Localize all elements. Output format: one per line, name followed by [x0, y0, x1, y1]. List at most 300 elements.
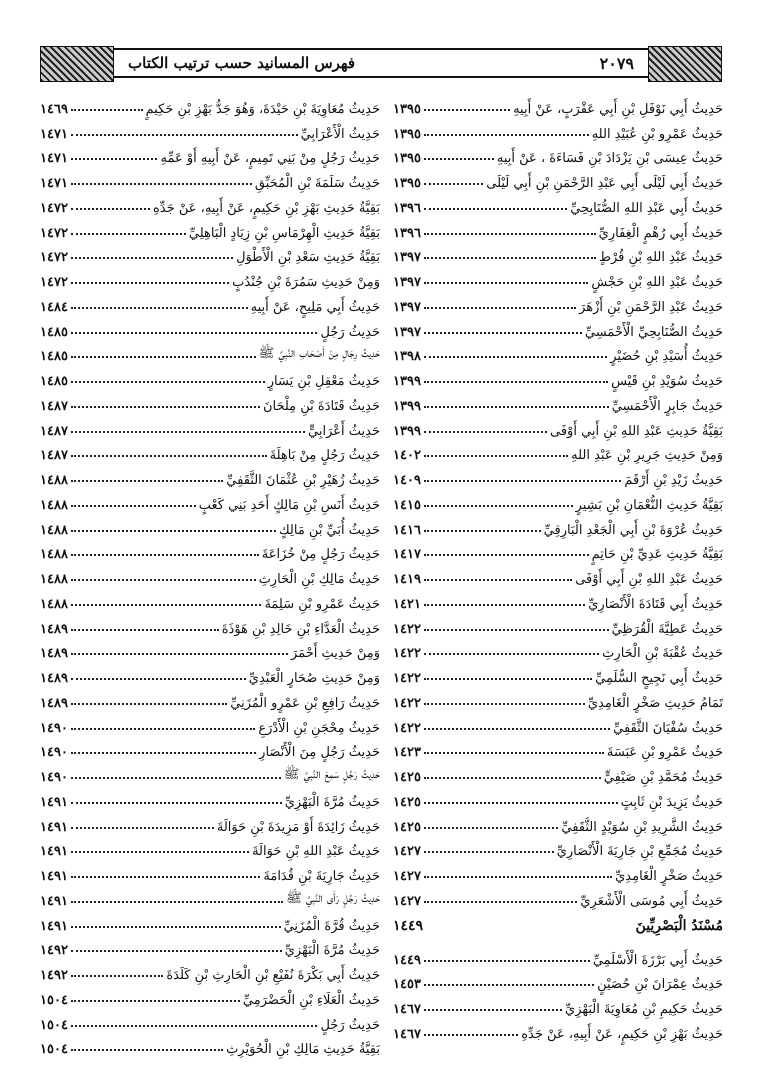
entry-title: حَدِيثُ الْأَعْرَابِيِّ	[300, 126, 380, 142]
entry-page-number: ١٤٩١	[40, 819, 68, 835]
leader-dots	[424, 802, 618, 804]
entry-title: بَقِيَّةُ حَدِيثِ عَبْدِ اللهِ بْنِ أَبِي أَوْفَى	[550, 423, 723, 439]
leader-dots	[71, 282, 229, 284]
entry-title: حَدِيثُ الصُّنَابِحِيِّ الْأَحْمَسِيِّ	[584, 324, 723, 340]
entry-page-number: ١٤٧٢	[40, 200, 68, 216]
leader-dots	[71, 208, 150, 210]
entry-title: حَدِيثُ مَعْقِلِ بْنِ يَسَارٍ	[267, 374, 380, 389]
entry-title: حَدِيثُ مِحْجَنِ بْنِ الْأَدْرَعِ	[258, 720, 380, 736]
index-entry	[40, 216, 380, 241]
entry-page-number: ١٤٧٢	[40, 225, 68, 241]
entry-title: حَدِيثُ الْعَلَاءِ بْنِ الْحَضْرَمِيِّ	[242, 992, 380, 1008]
leader-dots	[424, 554, 589, 556]
leader-dots	[71, 604, 262, 606]
index-entry	[393, 612, 723, 637]
entry-page-number: ١٤٨٧	[40, 448, 68, 464]
index-entry	[393, 463, 723, 488]
leader-dots	[424, 381, 608, 383]
entry-title: بَقِيَّةُ حَدِيثِ سَعْدِ بْنِ الْأَطْوَلِ	[236, 250, 380, 266]
index-entry	[40, 810, 380, 835]
leader-dots	[424, 960, 590, 962]
entry-page-number: ١٤٢٧	[393, 844, 421, 860]
entry-page-number: ١٤٨٧	[40, 398, 68, 414]
leader-dots	[424, 984, 594, 986]
entry-title: حَدِيثُ أَبِي عَبْدِ اللهِ الصُّنَابِحِيِّ	[570, 200, 723, 216]
entry-page-number: ١٤١٦	[393, 522, 421, 538]
leader-dots	[71, 381, 265, 383]
leader-dots	[424, 356, 607, 358]
leader-dots	[71, 356, 256, 358]
entry-page-number: ١٤٨٩	[40, 646, 68, 662]
index-entry	[393, 1017, 723, 1042]
entry-title: حَدِيثُ أُبَيِّ بْنِ مَالِكٍ	[278, 522, 380, 538]
entry-page-number: ١٣٩٩	[393, 423, 421, 439]
leader-dots	[71, 134, 298, 136]
leader-dots	[424, 208, 567, 210]
entry-title: حَدِيثُ يَزِيدَ بْنِ ثَابِتٍ	[620, 794, 723, 810]
entry-title: حَدِيثُ قُرَّةَ الْمُزَنِيِّ	[283, 918, 380, 934]
entry-page-number: ١٤٨٩	[40, 671, 68, 686]
entry-page-number: ١٤٢٥	[393, 794, 421, 810]
entry-page-number: ١٣٩٥	[393, 126, 421, 142]
entry-page-number: ١٣٩٥	[393, 151, 421, 167]
entry-page-number: ١٤٨٨	[40, 522, 68, 538]
index-entry	[393, 265, 723, 290]
index-entry	[393, 968, 723, 993]
leader-dots	[71, 926, 281, 928]
leader-dots	[424, 653, 599, 655]
leader-dots	[424, 332, 582, 334]
entry-page-number: ١٤٨٩	[40, 621, 68, 637]
page-number: ٢٠٧٩	[599, 53, 634, 73]
entry-title: حَدِيثُ عَبْدِ اللهِ بْنِ حَجْشٍ	[591, 275, 723, 290]
index-entry	[40, 1008, 380, 1033]
leader-dots	[424, 629, 609, 631]
leader-dots	[71, 851, 249, 853]
section-heading	[393, 909, 723, 943]
index-entry	[393, 785, 723, 810]
entry-page-number: ١٤٧٢	[40, 250, 68, 266]
entry-title: حَدِيثُ زُهَيْرِ بْنِ عُثْمَانَ الثَّقَفِيِّ	[226, 473, 380, 488]
index-entry	[393, 488, 723, 513]
index-entry	[393, 241, 723, 266]
entry-title: حَدِيثُ عُقْبَةَ بْنِ الْحَارِثِ	[602, 646, 723, 662]
entry-page-number: ١٤١٥	[393, 497, 421, 513]
index-entry	[393, 166, 723, 191]
index-entry	[393, 992, 723, 1017]
index-entry	[393, 290, 723, 315]
index-entry	[40, 835, 380, 860]
leader-dots	[71, 629, 219, 631]
leader-dots	[71, 431, 305, 433]
entry-title: وَمِنْ حَدِيثِ سَمُرَةَ بْنِ جُنْدُبٍ	[232, 275, 380, 290]
entry-page-number: ١٣٩٥	[393, 101, 421, 117]
page-header	[40, 44, 722, 82]
leader-dots	[71, 901, 283, 903]
index-entry	[40, 612, 380, 637]
leader-dots	[71, 777, 281, 779]
entry-page-number: ١٤٢٢	[393, 671, 421, 686]
entry-page-number: ١٤٥٣	[393, 977, 421, 993]
entry-page-number: ١٣٩٥	[393, 176, 421, 191]
index-entry	[40, 241, 380, 266]
index-entry	[393, 92, 723, 117]
index-entry	[40, 587, 380, 612]
index-entry	[40, 117, 380, 142]
entry-page-number: ١٤٠٩	[393, 473, 421, 488]
entry-title: تَمَامُ حَدِيثِ صَخْرٍ الْغَامِدِيِّ	[587, 695, 723, 711]
leader-dots	[424, 282, 588, 284]
index-entry	[40, 760, 380, 785]
entry-title: وَمِنْ حَدِيثِ أَحْمَرَ	[291, 646, 380, 662]
entry-title: حَدِيثُ عِيسَى بْنِ يَزْدَادَ بْنِ فَسَاءَةَ ، عَنْ أَبِيهِ	[496, 151, 723, 167]
index-entry	[393, 117, 723, 142]
leader-dots	[71, 332, 318, 334]
entry-title: حَدِيثُ عَمْرِو بْنِ عَبَسَةَ	[606, 745, 723, 761]
header-ornament-left	[40, 46, 114, 82]
entry-page-number: ١٤٩١	[40, 869, 68, 884]
entry-page-number: ١٤٢٧	[393, 893, 421, 909]
leader-dots	[71, 480, 223, 482]
leader-dots	[71, 183, 252, 185]
leader-dots	[71, 1000, 240, 1002]
entry-page-number: ١٤٧١	[40, 151, 68, 167]
entry-title: حَدِيثُ أَبِي بَكْرَةَ نُفَيْعِ بْنِ الْحَارِثِ بْنِ كَلَدَةَ	[166, 968, 380, 983]
entry-page-number: ١٤٢٥	[393, 819, 421, 835]
entry-page-number: ١٣٩٧	[393, 324, 421, 340]
index-entry	[393, 414, 723, 439]
index-entry	[40, 884, 380, 909]
leader-dots	[71, 505, 196, 507]
entry-title: حَدِيثُ سَلَمَةَ بْنِ الْمُحَبِّقِ	[254, 176, 380, 191]
index-entry	[40, 340, 380, 365]
index-entry	[40, 414, 380, 439]
leader-dots	[71, 653, 288, 655]
entry-page-number: ١٤٢٢	[393, 621, 421, 637]
index-entry	[393, 587, 723, 612]
entry-title: حَدِيثُ بَهْزِ بْنِ حَكِيمٍ، عَنْ أَبِيهِ، عَنْ جَدِّهِ	[521, 1026, 723, 1042]
index-entry	[40, 389, 380, 414]
page-title: فهرس المسانيد حسب ترتيب الكتاب	[128, 54, 355, 72]
entry-title: بَقِيَّةُ حَدِيثِ الْهِرْمَاسِ بْنِ زِيَادٍ الْبَاهِلِيِّ	[188, 225, 380, 241]
leader-dots	[71, 530, 276, 532]
index-entry	[40, 934, 380, 959]
index-entry	[40, 92, 380, 117]
leader-dots	[71, 703, 227, 705]
leader-dots	[424, 1009, 562, 1011]
index-entry	[393, 364, 723, 389]
entry-page-number: ١٤٩١	[40, 794, 68, 810]
entry-title: حَدِيثُ رَجُلٍ مِنْ بَنِي تَمِيمٍ، عَنْ أَبِيهِ أَوْ عَمِّهِ	[160, 151, 380, 167]
entry-page-number: ١٤٨٨	[40, 497, 68, 513]
entry-page-number: ١٤٢٢	[393, 646, 421, 662]
index-entry	[393, 711, 723, 736]
leader-dots	[424, 604, 585, 606]
index-entry	[40, 909, 380, 934]
index-entry	[393, 191, 723, 216]
entry-title: حَدِيثُ عَمْرِو بْنِ عُبَيْدِ اللهِ	[591, 126, 723, 142]
entry-page-number: ١٤٢١	[393, 596, 421, 612]
leader-dots	[424, 431, 547, 433]
header-bar	[114, 48, 648, 78]
entry-title: حَدِيثُ أَبِي رُهْمٍ الْغِفَارِيِّ	[598, 225, 723, 241]
entry-page-number: ١٤٩١	[40, 893, 68, 909]
leader-dots	[424, 505, 573, 507]
entry-page-number: ١٤٠٢	[393, 448, 421, 464]
entry-title: حَدِيثُ مَالِكِ بْنِ الْحَارِثِ	[258, 572, 380, 587]
index-entry	[393, 340, 723, 365]
leader-dots	[71, 406, 260, 408]
entry-title: حَدِيثُ قَتَادَةَ بْنِ مِلْحَانَ	[262, 398, 380, 414]
entry-title: حَدِيثُ مُرَّةَ الْبَهْزِيِّ	[284, 943, 380, 959]
index-entry	[393, 859, 723, 884]
index-entry	[40, 265, 380, 290]
entry-title: حَدِيثُ مُعَاوِيَةَ بْنِ حَيْدَةَ، وَهُوَ جَدُّ بَهْزِ بْنِ حَكِيمٍ	[145, 101, 380, 117]
leader-dots	[424, 851, 554, 853]
entry-title: حَدِيثُ سُوَيْدِ بْنِ قَيْسٍ	[611, 374, 723, 389]
leader-dots	[71, 827, 214, 829]
leader-dots	[424, 728, 610, 730]
entry-title: حَدِيثُ عَمْرِو بْنِ سَلِمَةَ	[264, 596, 380, 612]
entry-page-number: ١٤٢٣	[393, 745, 421, 761]
index-entry	[393, 637, 723, 662]
leader-dots	[71, 554, 259, 556]
entry-page-number: ١٤٩١	[40, 844, 68, 860]
leader-dots	[424, 827, 558, 829]
entry-title: حَدِيثُ الشَّرِيدِ بْنِ سُوَيْدٍ الثَّقَفِيِّ	[561, 819, 723, 835]
entry-title: حَدِيثُ جَارِيَةَ بْنِ قُدَامَةَ	[263, 869, 380, 884]
entry-page-number: ١٤٨٩	[40, 695, 68, 711]
leader-dots	[71, 1025, 318, 1027]
index-entry	[393, 760, 723, 785]
leader-dots	[424, 455, 568, 457]
leader-dots	[71, 975, 163, 977]
entry-page-number: ١٣٩٨	[393, 349, 421, 365]
entry-title: حَدِيثُ مُجَمِّعِ بْنِ جَارِيَةَ الْأَنْصَارِيِّ	[556, 844, 723, 860]
leader-dots	[71, 307, 248, 309]
leader-dots	[424, 678, 592, 680]
index-entry	[40, 191, 380, 216]
entry-page-number: ١٤٢٥	[393, 770, 421, 785]
index-column-left	[40, 92, 380, 1057]
entry-title: حَدِيثُ رَجُلٍ	[320, 1017, 380, 1033]
entry-page-number: ١٤٩٠	[40, 745, 68, 761]
leader-dots	[71, 109, 143, 111]
entry-title: حَدِيثُ صَخْرٍ الْغَامِدِيِّ	[615, 869, 723, 884]
entry-title: حَدِيثُ جَابِرٍ الْأَحْمَسِيِّ	[611, 398, 723, 414]
entry-page-number: ١٤٨٧	[40, 423, 68, 439]
entry-page-number: ١٥٠٤	[40, 1017, 68, 1033]
leader-dots	[424, 530, 541, 532]
entry-title: وَمِنْ حَدِيثِ صُحَارٍ الْعَبْدِيِّ	[248, 671, 380, 686]
entry-page-number: ١٤١٩	[393, 572, 421, 587]
index-entry	[40, 290, 380, 315]
entry-title: حَدِيثُ عُرْوَةَ بْنِ أَبِي الْجَعْدِ الْبَارِقِيِّ	[543, 522, 723, 538]
entry-page-number: ١٤٨٥	[40, 374, 68, 389]
entry-title: حَدِيثُ أَبِي نَوْفَلِ بْنِ أَبِي عَقْرَبٍ، عَنْ أَبِيهِ	[513, 101, 723, 117]
entry-page-number: ١٤٨٥	[40, 349, 68, 365]
index-entry	[40, 686, 380, 711]
index-entry	[393, 686, 723, 711]
index-entry	[393, 439, 723, 464]
leader-dots	[71, 728, 255, 730]
entry-title: حَدِيثُ الْعَدَّاءِ بْنِ خَالِدِ بْنِ هَوْذَةَ	[221, 621, 380, 637]
entry-page-number: ١٥٠٤	[40, 992, 68, 1008]
entry-page-number: ١٤٧١	[40, 176, 68, 191]
index-entry	[40, 364, 380, 389]
leader-dots	[424, 109, 510, 111]
index-entry	[393, 835, 723, 860]
entry-page-number: ١٣٩٩	[393, 398, 421, 414]
entry-title: حَدِيثُ رَجُلٍ رَأَى النَّبِيَّ ﷺ	[286, 890, 380, 906]
entry-page-number: ١٤٢٢	[393, 695, 421, 711]
entry-title: حَدِيثُ أَبِي لَيْلَى أَبِي عَبْدِ الرَّحْمَنِ بْنِ أَبِي لَيْلَى	[486, 176, 723, 191]
index-entry	[393, 142, 723, 167]
index-entry	[40, 736, 380, 761]
leader-dots	[71, 876, 260, 878]
leader-dots	[424, 307, 576, 309]
leader-dots	[71, 678, 246, 680]
index-entry	[393, 562, 723, 587]
index-entry	[40, 785, 380, 810]
entry-page-number: ١٤٨٥	[40, 324, 68, 340]
index-entry	[393, 216, 723, 241]
entry-title: حَدِيثُ أَنَسِ بْنِ مَالِكٍ أَحَدِ بَنِي كَعْبٍ	[198, 497, 380, 513]
index-entry	[393, 661, 723, 686]
leader-dots	[424, 1034, 518, 1036]
entry-title: حَدِيثُ حَكِيمِ بْنِ مُعَاوِيَةَ الْبَهْزِيِّ	[565, 1002, 723, 1017]
leader-dots	[71, 802, 282, 804]
leader-dots	[71, 752, 256, 754]
leader-dots	[424, 876, 612, 878]
entry-title: بَقِيَّةُ حَدِيثِ عَدِيِّ بْنِ حَاتِمٍ	[591, 547, 723, 563]
index-entry	[40, 661, 380, 686]
entry-page-number: ١٤٦٧	[393, 1026, 421, 1042]
index-entry	[40, 513, 380, 538]
entry-title: حَدِيثُ عَبْدِ اللهِ بْنِ أَبِي أَوْفَى	[575, 572, 723, 587]
index-entry	[393, 943, 723, 968]
leader-dots	[71, 257, 233, 259]
entry-page-number: ١٤١٧	[393, 547, 421, 563]
entry-title: حَدِيثُ مُحَمَّدِ بْنِ صَيْفِيٍّ	[603, 770, 723, 785]
leader-dots	[424, 183, 483, 185]
index-entry	[40, 166, 380, 191]
entry-page-number: ١٤٩٠	[40, 720, 68, 736]
entry-page-number: ١٤٢٢	[393, 720, 421, 736]
leader-dots	[71, 158, 158, 160]
index-entry	[40, 488, 380, 513]
entry-page-number: ١٤٢٧	[393, 869, 421, 884]
entry-page-number: ١٣٩٧	[393, 275, 421, 290]
index-entry	[40, 637, 380, 662]
index-entry	[40, 439, 380, 464]
entry-page-number: ١٤٨٨	[40, 572, 68, 587]
leader-dots	[424, 480, 621, 482]
entry-title: حَدِيثُ رَجُلٍ مِنَ الْأَنْصَارِ	[259, 745, 380, 761]
entry-title: وَمِنْ حَدِيثِ جَرِيرِ بْنِ عَبْدِ اللهِ	[571, 448, 723, 464]
header-ornament-right	[648, 46, 722, 82]
leader-dots	[424, 257, 596, 259]
entry-title: حَدِيثُ رَجُلٍ مِنْ خُزَاعَةَ	[261, 547, 380, 563]
entry-title: حَدِيثُ عِمْرَانَ بْنِ حُصَيْنٍ	[597, 977, 723, 993]
entry-page-number: ١٤٩٢	[40, 968, 68, 983]
entry-title: حَدِيثُ أَبِي بَرْزَةَ الْأَسْلَمِيِّ	[592, 952, 723, 968]
index-entry	[393, 315, 723, 340]
entry-page-number: ١٣٩٩	[393, 374, 421, 389]
entry-page-number: ١٣٩٦	[393, 200, 421, 216]
entry-title: حَدِيثُ عَبْدِ الرَّحْمَنِ بْنِ أَزْهَرَ	[579, 299, 723, 315]
entry-title: حَدِيثُ زَائِدَةَ أَوْ مَزِيدَةَ بْنِ حَوَالَةَ	[216, 819, 380, 835]
entry-page-number: ١٤٩٢	[40, 943, 68, 959]
index-entry	[40, 1033, 380, 1058]
entry-page-number: ١٤٦٧	[393, 1002, 421, 1017]
index-entry	[40, 983, 380, 1008]
entry-title: حَدِيثُ عَبْدِ اللهِ بْنِ حَوَالَةَ	[252, 844, 380, 860]
index-entry	[40, 538, 380, 563]
index-entry	[393, 884, 723, 909]
leader-dots	[71, 233, 186, 235]
entry-title: حَدِيثُ أَبِي مَلِيحٍ، عَنْ أَبِيهِ	[250, 299, 380, 315]
index-entry	[40, 142, 380, 167]
leader-dots	[424, 134, 589, 136]
leader-dots	[71, 455, 267, 457]
index-entry	[40, 463, 380, 488]
entry-page-number: ١٤٨٤	[40, 299, 68, 315]
entry-page-number: ١٤٨٨	[40, 547, 68, 563]
entry-title: حَدِيثُ مُرَّةَ الْبَهْزِيِّ	[284, 794, 380, 810]
index-entry	[393, 538, 723, 563]
entry-title: حَدِيثُ رِجَالٍ مِنْ أَصْحَابِ النَّبِيِّ ﷺ	[258, 346, 380, 362]
leader-dots	[424, 777, 601, 779]
entry-page-number: ١٤٦٩	[40, 101, 68, 117]
leader-dots	[424, 752, 604, 754]
entry-title: حَدِيثُ أَبِي نَجِيحٍ السُّلَمِيِّ	[595, 671, 723, 686]
entry-title: حَدِيثُ رَجُلٍ مِنْ بَاهِلَةَ	[269, 448, 380, 464]
entry-page-number: ١٥٠٤	[40, 1042, 68, 1058]
index-entry	[40, 711, 380, 736]
entry-title: حَدِيثُ رَجُلٍ	[320, 324, 380, 340]
entry-title: حَدِيثُ رَافِعِ بْنِ عَمْرٍو الْمُزَنِيِّ	[230, 695, 380, 711]
entry-title: حَدِيثُ عَطِيَّةَ الْقُرَظِيِّ	[611, 621, 723, 637]
leader-dots	[424, 158, 494, 160]
entry-title: بَقِيَّةُ حَدِيثِ النُّعْمَانِ بْنِ بَشِيرٍ	[575, 497, 723, 513]
index-column-right	[393, 92, 723, 1042]
entry-title: مُسْنَدُ الْبَصْرِيِّينَ	[635, 917, 723, 934]
leader-dots	[424, 703, 585, 705]
entry-page-number: ١٤٩٠	[40, 770, 68, 785]
entry-page-number: ١٣٩٧	[393, 250, 421, 266]
leader-dots	[424, 579, 572, 581]
entry-title: حَدِيثُ أُسَيْدِ بْنِ حُضَيْرٍ	[610, 349, 723, 365]
entry-title: حَدِيثُ أَعْرَابِيٍّ	[308, 423, 380, 439]
index-entry	[40, 315, 380, 340]
index-entry	[40, 958, 380, 983]
entry-page-number: ١٤٨٨	[40, 596, 68, 612]
leader-dots	[71, 1049, 223, 1051]
entry-title: حَدِيثُ سُفْيَانَ الثَّقَفِيِّ	[613, 720, 723, 736]
leader-dots	[424, 901, 577, 903]
entry-title: حَدِيثُ زَيْدِ بْنِ أَرْقَمَ	[624, 473, 723, 488]
entry-page-number: ١٤٤٩	[393, 917, 424, 934]
index-entry	[393, 513, 723, 538]
entry-title: بَقِيَّةُ حَدِيثِ مَالِكِ بْنِ الْحُوَيْرِثِ	[226, 1042, 380, 1058]
index-entry	[393, 810, 723, 835]
index-entry	[40, 562, 380, 587]
index-entry	[393, 736, 723, 761]
leader-dots	[424, 233, 596, 235]
entry-title: حَدِيثُ أَبِي قَتَادَةَ الْأَنْصَارِيِّ	[588, 596, 723, 612]
leader-dots	[71, 579, 256, 581]
